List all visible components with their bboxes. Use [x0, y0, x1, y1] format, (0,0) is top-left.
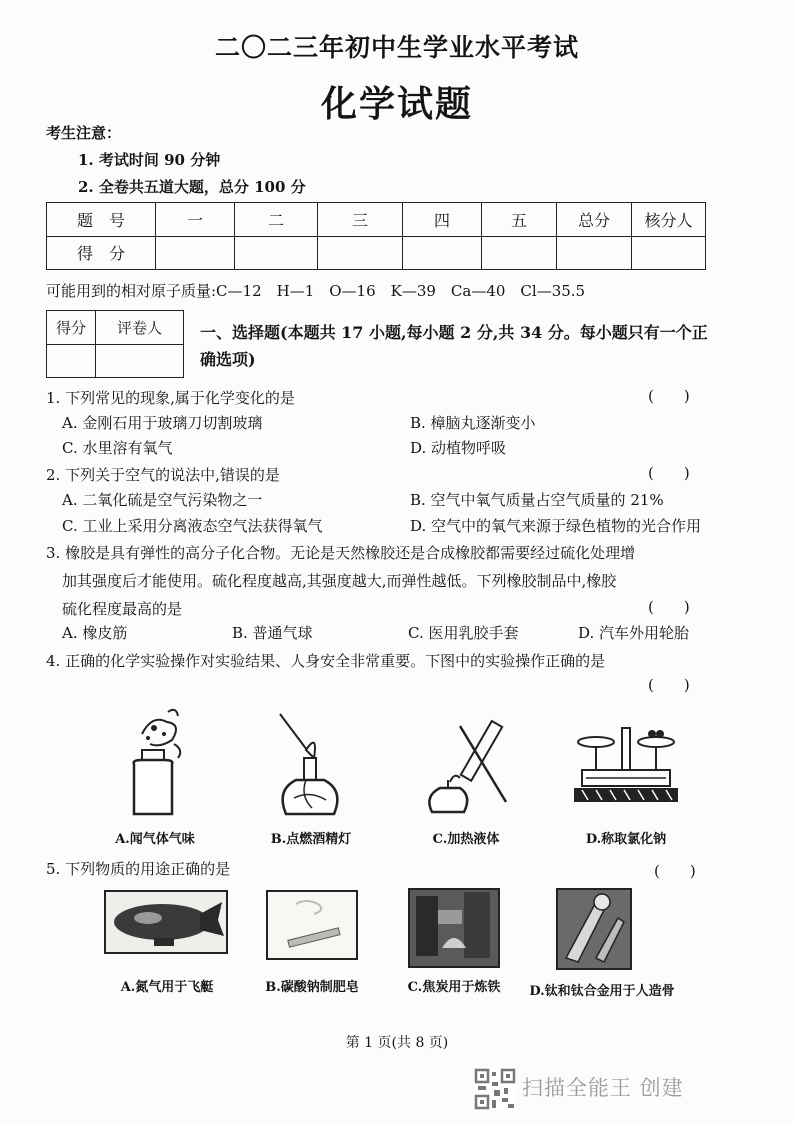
score-table-header: 一: [156, 203, 235, 237]
subject-title: 化学试题: [320, 83, 473, 125]
q3-option-b: B. 普通气球: [232, 624, 313, 642]
q4-caption-d: D.称取氯化钠: [585, 832, 667, 847]
score-row-label: 得 分: [47, 236, 156, 270]
q1-option-d: D. 动植物呼吸: [410, 439, 507, 457]
atomic-masses: 可能用到的相对原子质量:C—12 H—1 O—16 K—39 Ca—40 Cl—35.5: [46, 282, 586, 300]
grader-box: [46, 310, 184, 378]
grader-score-cell[interactable]: [47, 344, 96, 378]
score-cell[interactable]: [403, 236, 482, 270]
notice-item-1: 1. 考试时间 90 分钟: [78, 151, 221, 169]
q4-caption-a: A.闻气体气味: [115, 832, 195, 847]
scanner-watermark: 扫描全能王 创建: [522, 1076, 684, 1100]
grader-name-cell[interactable]: [96, 344, 184, 378]
answer-paren[interactable]: ( ): [654, 862, 696, 880]
question-5-stem: 5. 下列物质的用途正确的是: [46, 860, 231, 878]
score-table-header: 核分人: [632, 203, 706, 237]
q2-option-c: C. 工业上采用分离液态空气法获得氧气: [62, 517, 323, 535]
section-1-intro: 一、选择题(本题共 17 小题,每小题 2 分,共 34 分。每小题只有一个正: [200, 323, 708, 342]
score-cell[interactable]: [632, 236, 706, 270]
q4-caption-c: C.加热液体: [432, 832, 500, 847]
question-3-line-3: 硫化程度最高的是: [62, 600, 183, 618]
q2-option-a: A. 二氧化硫是空气污染物之一: [62, 491, 263, 509]
score-table-header: 总分: [557, 203, 632, 237]
q1-option-a: A. 金刚石用于玻璃刀切割玻璃: [62, 414, 263, 432]
page-number: 第 1 页(共 8 页): [345, 1035, 449, 1051]
alcohol-lamp-illustration: [266, 710, 356, 820]
q1-option-b: B. 樟脑丸逐渐变小: [410, 414, 536, 432]
answer-paren[interactable]: ( ): [648, 387, 690, 405]
exam-title: 二〇二三年初中生学业水平考试: [214, 33, 579, 62]
question-4-stem: 4. 正确的化学实验操作对实验结果、人身安全非常重要。下图中的实验操作正确的是: [46, 652, 606, 670]
score-cell[interactable]: [235, 236, 318, 270]
q2-option-d: D. 空气中的氧气来源于绿色植物的光合作用: [410, 517, 702, 535]
answer-paren[interactable]: ( ): [648, 598, 690, 616]
q1-option-c: C. 水里溶有氧气: [62, 439, 173, 457]
q3-option-a: A. 橡皮筋: [62, 624, 128, 642]
grader-score-label: 得分: [47, 311, 96, 345]
airship-photo: [104, 890, 228, 954]
q2-option-b: B. 空气中氧气质量占空气质量的 21%: [410, 491, 664, 509]
q5-caption-a: A.氮气用于飞艇: [120, 980, 214, 995]
score-table-header: 四: [403, 203, 482, 237]
grader-name-label: 评卷人: [96, 311, 184, 345]
q3-option-d: D. 汽车外用轮胎: [578, 624, 690, 642]
score-table-header: 题 号: [47, 203, 156, 237]
smell-gas-illustration: [112, 704, 196, 820]
q5-caption-d: D.钛和钛合金用于人造骨: [529, 984, 675, 999]
score-cell[interactable]: [156, 236, 235, 270]
q4-caption-b: B.点燃酒精灯: [270, 832, 352, 847]
soap-photo: [266, 890, 358, 960]
score-table-header: 二: [235, 203, 318, 237]
q3-option-c: C. 医用乳胶手套: [408, 624, 519, 642]
balance-scale-illustration: [572, 720, 680, 804]
ironmaking-photo: [408, 888, 500, 968]
qr-code-icon: [474, 1068, 516, 1110]
score-cell[interactable]: [557, 236, 632, 270]
question-2-stem: 2. 下列关于空气的说法中,错误的是: [46, 466, 280, 484]
question-3-line-1: 3. 橡胶是具有弹性的高分子化合物。无论是天然橡胶还是合成橡胶都需要经过硫化处理增: [46, 544, 636, 562]
artificial-bone-photo: [556, 888, 632, 970]
question-1-stem: 1. 下列常见的现象,属于化学变化的是: [46, 389, 295, 407]
answer-paren[interactable]: ( ): [648, 464, 690, 482]
score-cell[interactable]: [318, 236, 403, 270]
q5-caption-c: C.焦炭用于炼铁: [407, 980, 501, 995]
notice-heading: 考生注意：: [46, 124, 122, 142]
score-cell[interactable]: [482, 236, 557, 270]
question-3-line-2: 加其强度后才能使用。硫化程度越高,其强度越大,而弹性越低。下列橡胶制品中,橡胶: [62, 572, 617, 590]
score-table-header: 三: [318, 203, 403, 237]
score-table-header: 五: [482, 203, 557, 237]
notice-item-2: 2. 全卷共五道大题，总分 100 分: [78, 178, 306, 196]
q5-caption-b: B.碳酸钠制肥皂: [265, 980, 359, 995]
answer-paren[interactable]: ( ): [648, 676, 690, 694]
heating-liquid-illustration: [420, 716, 520, 820]
score-table: [46, 202, 706, 270]
section-1-intro-cont: 确选项): [200, 350, 256, 369]
